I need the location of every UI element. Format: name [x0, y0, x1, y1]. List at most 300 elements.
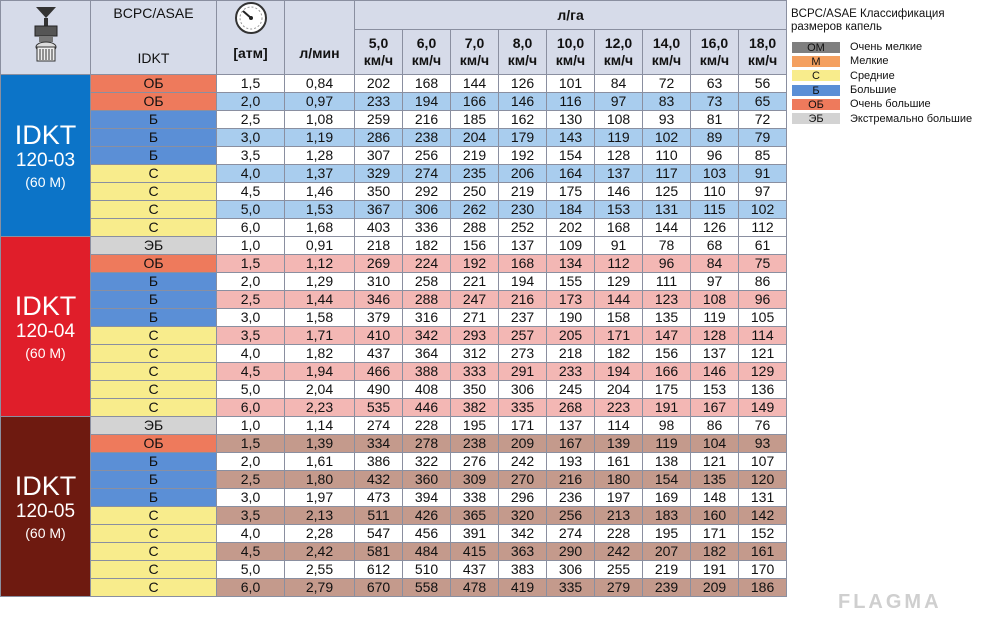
table-row: [1, 579, 787, 597]
rate-value: 209: [691, 579, 739, 597]
model-name: IDKT: [14, 119, 77, 150]
droplet-class: Б: [91, 291, 217, 309]
rate-value: 86: [691, 417, 739, 435]
rate-value: 262: [451, 201, 499, 219]
rate-value: 224: [403, 255, 451, 273]
speed-value: 18,0: [748, 35, 777, 51]
rate-value: 247: [451, 291, 499, 309]
table-row: [1, 543, 787, 561]
rate-value: 135: [643, 309, 691, 327]
rate-value: 173: [547, 291, 595, 309]
legend-item: [791, 69, 996, 83]
rate-value: 410: [355, 327, 403, 345]
rate-value: 137: [691, 345, 739, 363]
rate-value: 116: [547, 93, 595, 111]
rate-value: 136: [739, 381, 787, 399]
speed-value: 8,0: [512, 35, 533, 51]
rate-value: 89: [691, 129, 739, 147]
rate-value: 153: [691, 381, 739, 399]
rate-value: 137: [499, 237, 547, 255]
rate-value: 107: [739, 453, 787, 471]
rate-value: 160: [691, 507, 739, 525]
pressure-value: 2,5: [217, 291, 285, 309]
rate-value: 144: [643, 219, 691, 237]
rate-value: 164: [547, 165, 595, 183]
rate-value: 184: [547, 201, 595, 219]
flow-value: 1,71: [285, 327, 355, 345]
rate-value: 131: [643, 201, 691, 219]
rate-value: 125: [643, 183, 691, 201]
rate-value: 96: [739, 291, 787, 309]
rate-value: 296: [499, 489, 547, 507]
rate-value: 61: [739, 237, 787, 255]
rate-value: 437: [451, 561, 499, 579]
rate-value: 137: [595, 165, 643, 183]
speed-value: 6,0: [416, 35, 437, 51]
table-row: [1, 507, 787, 525]
table-row: [1, 417, 787, 435]
pressure-value: 2,0: [217, 93, 285, 111]
droplet-class: С: [91, 399, 217, 417]
flow-value: 1,44: [285, 291, 355, 309]
rate-value: 152: [739, 525, 787, 543]
rate-value: 335: [547, 579, 595, 597]
speed-unit: км/ч: [651, 52, 682, 68]
table-row: [1, 129, 787, 147]
flow-value: 0,84: [285, 75, 355, 93]
rate-value: 194: [499, 273, 547, 291]
rate-value: 102: [739, 201, 787, 219]
legend-swatch: М: [791, 55, 841, 68]
rate-value: 322: [403, 453, 451, 471]
rate-value: 333: [451, 363, 499, 381]
rate-value: 312: [451, 345, 499, 363]
model-cell: [1, 417, 91, 597]
rate-value: 446: [403, 399, 451, 417]
rate-value: 146: [595, 183, 643, 201]
rate-value: 65: [739, 93, 787, 111]
droplet-class: С: [91, 201, 217, 219]
flow-value: 1,29: [285, 273, 355, 291]
rate-value: 290: [547, 543, 595, 561]
rate-value: 274: [547, 525, 595, 543]
droplet-class: Б: [91, 129, 217, 147]
rate-value: 81: [691, 111, 739, 129]
rate-value: 206: [499, 165, 547, 183]
rate-value: 73: [691, 93, 739, 111]
rate-value: 233: [355, 93, 403, 111]
rate-value: 182: [595, 345, 643, 363]
rate-value: 154: [643, 471, 691, 489]
rate-value: 148: [691, 489, 739, 507]
pressure-unit: [атм]: [233, 45, 268, 61]
rate-value: 342: [499, 525, 547, 543]
rate-value: 382: [451, 399, 499, 417]
rate-value: 346: [355, 291, 403, 309]
rate-value: 306: [403, 201, 451, 219]
speed-header: [451, 30, 499, 75]
flow-value: 1,46: [285, 183, 355, 201]
table-row: [1, 327, 787, 345]
rate-value: 183: [643, 507, 691, 525]
flow-value: 1,82: [285, 345, 355, 363]
rate-value: 115: [691, 201, 739, 219]
rate-value: 171: [691, 525, 739, 543]
rate-value: 96: [643, 255, 691, 273]
rate-value: 205: [547, 327, 595, 345]
table-row: [1, 255, 787, 273]
speed-header: [355, 30, 403, 75]
speed-header: [691, 30, 739, 75]
flow-value: 0,97: [285, 93, 355, 111]
classification-header: [91, 1, 217, 75]
pressure-value: 4,0: [217, 165, 285, 183]
legend-swatch: С: [791, 69, 841, 82]
rate-value: 119: [595, 129, 643, 147]
rate-value: 558: [403, 579, 451, 597]
rate-value: 114: [595, 417, 643, 435]
rate-value: 291: [499, 363, 547, 381]
table-row: [1, 183, 787, 201]
rate-value: 168: [499, 255, 547, 273]
rate-value: 171: [499, 417, 547, 435]
rate-value: 216: [403, 111, 451, 129]
rate-value: 219: [499, 183, 547, 201]
flow-value: 1,53: [285, 201, 355, 219]
table-row: [1, 345, 787, 363]
rate-value: 386: [355, 453, 403, 471]
rate-value: 252: [499, 219, 547, 237]
rate-value: 194: [595, 363, 643, 381]
table-row: [1, 399, 787, 417]
rate-value: 403: [355, 219, 403, 237]
rate-value: 365: [451, 507, 499, 525]
droplet-class: С: [91, 525, 217, 543]
rate-value: 195: [451, 417, 499, 435]
speed-header: [643, 30, 691, 75]
rate-value: 154: [547, 147, 595, 165]
rate-value: 419: [499, 579, 547, 597]
table-row: [1, 165, 787, 183]
legend-item: [791, 97, 996, 111]
speed-value: 14,0: [652, 35, 681, 51]
rate-value: 292: [403, 183, 451, 201]
rate-value: 216: [547, 471, 595, 489]
rate-value: 123: [643, 291, 691, 309]
rate-value: 218: [547, 345, 595, 363]
flow-value: 1,28: [285, 147, 355, 165]
rate-value: 223: [595, 399, 643, 417]
rate-value: 350: [451, 381, 499, 399]
flow-value: 1,39: [285, 435, 355, 453]
rate-value: 112: [595, 255, 643, 273]
legend-label: Мелкие: [850, 55, 889, 68]
rate-value: 108: [691, 291, 739, 309]
rate-value: 237: [499, 309, 547, 327]
rate-value: 306: [499, 381, 547, 399]
speed-unit: км/ч: [747, 52, 778, 68]
rate-value: 97: [595, 93, 643, 111]
droplet-class: С: [91, 363, 217, 381]
table-row: [1, 525, 787, 543]
rate-value: 228: [595, 525, 643, 543]
legend-swatch: ОБ: [791, 98, 841, 111]
droplet-class: С: [91, 345, 217, 363]
pressure-value: 5,0: [217, 201, 285, 219]
rate-value: 257: [499, 327, 547, 345]
droplet-class: Б: [91, 111, 217, 129]
table-row: [1, 291, 787, 309]
rate-value: 191: [691, 561, 739, 579]
rate-value: 121: [739, 345, 787, 363]
legend-label: Большие: [850, 84, 897, 97]
pressure-value: 6,0: [217, 579, 285, 597]
pressure-value: 3,0: [217, 309, 285, 327]
pressure-value: 3,5: [217, 327, 285, 345]
rate-value: 168: [595, 219, 643, 237]
speed-header: [595, 30, 643, 75]
table-row: [1, 363, 787, 381]
rate-value: 202: [547, 219, 595, 237]
rate-value: 258: [403, 273, 451, 291]
rate-value: 68: [691, 237, 739, 255]
rate-value: 270: [499, 471, 547, 489]
rate-value: 143: [547, 129, 595, 147]
table-row: [1, 237, 787, 255]
rate-value: 391: [451, 525, 499, 543]
rate-value: 98: [643, 417, 691, 435]
model-code: 120-05: [15, 500, 76, 522]
pressure-value: 5,0: [217, 561, 285, 579]
rate-value: 256: [547, 507, 595, 525]
pressure-value: 4,5: [217, 543, 285, 561]
rate-value: 129: [739, 363, 787, 381]
rate-value: 207: [643, 543, 691, 561]
rate-value: 242: [499, 453, 547, 471]
flow-value: 1,97: [285, 489, 355, 507]
rate-value: 84: [691, 255, 739, 273]
table-row: [1, 75, 787, 93]
model-area: (60 М): [25, 524, 66, 541]
rate-value: 195: [643, 525, 691, 543]
rate-value: 112: [739, 219, 787, 237]
rate-value: 167: [691, 399, 739, 417]
rate-value: 135: [691, 471, 739, 489]
pressure-value: 4,0: [217, 345, 285, 363]
flow-value: 2,13: [285, 507, 355, 525]
pressure-value: 1,0: [217, 237, 285, 255]
rate-value: 335: [499, 399, 547, 417]
rate-value: 137: [547, 417, 595, 435]
rate-value: 147: [643, 327, 691, 345]
rate-value: 511: [355, 507, 403, 525]
droplet-class: ОБ: [91, 435, 217, 453]
pressure-value: 2,5: [217, 471, 285, 489]
flow-value: 1,61: [285, 453, 355, 471]
rate-value: 185: [451, 111, 499, 129]
rate-value: 432: [355, 471, 403, 489]
rate-value: 259: [355, 111, 403, 129]
model-code: 120-03: [15, 149, 76, 171]
flow-header: [285, 1, 355, 75]
table-row: [1, 111, 787, 129]
legend-label: Средние: [850, 69, 895, 82]
rate-value: 171: [595, 327, 643, 345]
droplet-class: ОБ: [91, 75, 217, 93]
speed-unit: км/ч: [603, 52, 634, 68]
rate-value: 76: [739, 417, 787, 435]
pressure-value: 2,0: [217, 273, 285, 291]
flow-value: 2,42: [285, 543, 355, 561]
flow-value: 1,68: [285, 219, 355, 237]
rate-value: 134: [547, 255, 595, 273]
pressure-value: 1,5: [217, 255, 285, 273]
rate-value: 408: [403, 381, 451, 399]
table-row: [1, 219, 787, 237]
droplet-class: С: [91, 183, 217, 201]
rate-value: 84: [595, 75, 643, 93]
nozzle-icon: [21, 5, 71, 67]
rate-value: 367: [355, 201, 403, 219]
legend-items: [791, 40, 996, 126]
rate-value: 142: [739, 507, 787, 525]
flow-value: 1,37: [285, 165, 355, 183]
rate-value: 86: [739, 273, 787, 291]
rate-value: 193: [547, 453, 595, 471]
legend-item: [791, 40, 996, 54]
flow-value: 2,55: [285, 561, 355, 579]
droplet-class: С: [91, 381, 217, 399]
droplet-class: ЭБ: [91, 417, 217, 435]
rate-value: 120: [739, 471, 787, 489]
pressure-value: 1,5: [217, 75, 285, 93]
rate-value: 360: [403, 471, 451, 489]
rate-value: 350: [355, 183, 403, 201]
droplet-class: С: [91, 579, 217, 597]
table-row: [1, 561, 787, 579]
speed-value: 12,0: [604, 35, 633, 51]
legend-swatch: Б: [791, 84, 841, 97]
table-row: [1, 435, 787, 453]
rate-value: 103: [691, 165, 739, 183]
rate-value: 129: [595, 273, 643, 291]
rate-value: 288: [451, 219, 499, 237]
rate-value: 156: [643, 345, 691, 363]
rate-value: 114: [739, 327, 787, 345]
droplet-class: С: [91, 219, 217, 237]
rate-value: 278: [403, 435, 451, 453]
rate-value: 126: [499, 75, 547, 93]
rate-value: 204: [451, 129, 499, 147]
pressure-value: 4,5: [217, 183, 285, 201]
rate-value: 130: [547, 111, 595, 129]
rate-value: 209: [499, 435, 547, 453]
rate-value: 93: [643, 111, 691, 129]
rate-value: 273: [499, 345, 547, 363]
rate-value: 168: [403, 75, 451, 93]
rate-value: 111: [643, 273, 691, 291]
flow-value: 2,23: [285, 399, 355, 417]
flow-value: 1,19: [285, 129, 355, 147]
rate-value: 91: [739, 165, 787, 183]
flow-value: 1,80: [285, 471, 355, 489]
droplet-class: С: [91, 165, 217, 183]
model-name: IDKT: [14, 470, 77, 501]
speed-unit: км/ч: [555, 52, 586, 68]
legend-label: Очень мелкие: [850, 41, 923, 54]
table-row: [1, 201, 787, 219]
rate-value: 197: [595, 489, 643, 507]
rate-value: 250: [451, 183, 499, 201]
rate-value: 271: [451, 309, 499, 327]
rate-value: 329: [355, 165, 403, 183]
flow-value: 2,04: [285, 381, 355, 399]
rate-value: 394: [403, 489, 451, 507]
rate-value: 238: [403, 129, 451, 147]
table-body: [1, 75, 787, 597]
rate-value: 192: [499, 147, 547, 165]
speed-value: 10,0: [556, 35, 585, 51]
rate-value: 56: [739, 75, 787, 93]
rate-value: 105: [739, 309, 787, 327]
rate-header: [355, 1, 787, 30]
rate-value: 192: [451, 255, 499, 273]
rate-value: 78: [643, 237, 691, 255]
flow-value: 2,28: [285, 525, 355, 543]
rate-value: 97: [691, 273, 739, 291]
flow-value: 1,12: [285, 255, 355, 273]
pressure-value: 6,0: [217, 399, 285, 417]
rate-value: 309: [451, 471, 499, 489]
rate-value: 161: [595, 453, 643, 471]
rate-value: 547: [355, 525, 403, 543]
rate-value: 364: [403, 345, 451, 363]
rate-value: 320: [499, 507, 547, 525]
rate-value: 466: [355, 363, 403, 381]
rate-value: 218: [355, 237, 403, 255]
speed-value: 16,0: [700, 35, 729, 51]
droplet-class: ЭБ: [91, 237, 217, 255]
table-row: [1, 489, 787, 507]
rate-value: 72: [643, 75, 691, 93]
droplet-class: С: [91, 507, 217, 525]
rate-value: 190: [547, 309, 595, 327]
rate-value: 338: [451, 489, 499, 507]
rate-value: 342: [403, 327, 451, 345]
rate-value: 128: [691, 327, 739, 345]
rate-value: 72: [739, 111, 787, 129]
rate-value: 175: [547, 183, 595, 201]
rate-value: 581: [355, 543, 403, 561]
rate-value: 109: [547, 237, 595, 255]
rate-value: 166: [643, 363, 691, 381]
rate-value: 426: [403, 507, 451, 525]
rate-value: 279: [595, 579, 643, 597]
rate-value: 213: [595, 507, 643, 525]
rate-value: 119: [643, 435, 691, 453]
rate-value: 117: [643, 165, 691, 183]
nozzle-icon-cell: [1, 1, 91, 75]
rate-value: 204: [595, 381, 643, 399]
legend-item: [791, 111, 996, 125]
table-row: [1, 453, 787, 471]
rate-value: 236: [547, 489, 595, 507]
rate-value: 456: [403, 525, 451, 543]
rate-value: 256: [403, 147, 451, 165]
rate-unit: л/га: [557, 6, 584, 23]
flow-value: 1,14: [285, 417, 355, 435]
pressure-header: [217, 1, 285, 75]
